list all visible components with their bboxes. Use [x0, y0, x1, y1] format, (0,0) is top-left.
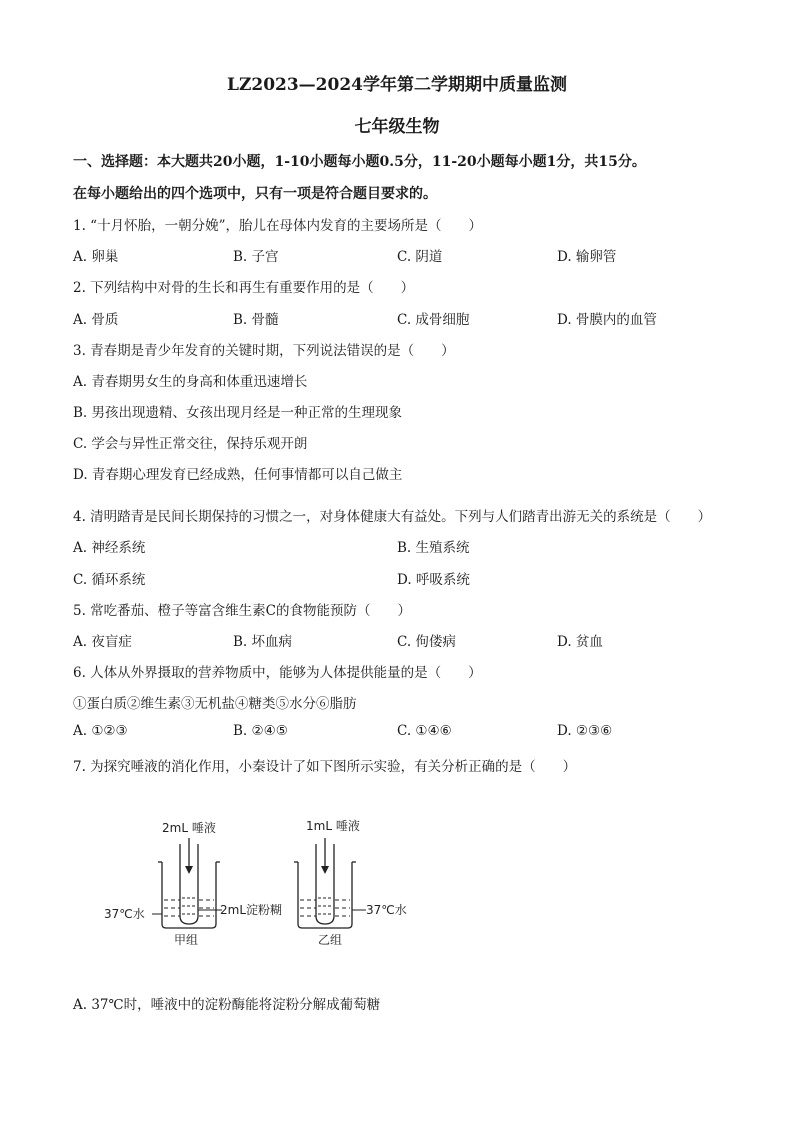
- question-6-option-a: A. ①②③: [73, 723, 128, 739]
- question-2-option-d: D. 骨膜内的血管: [557, 312, 657, 328]
- question-7-stem: 7. 为探究唾液的消化作用，小秦设计了如下图所示实验，有关分析正确的是（ ）: [73, 759, 577, 775]
- label-group-a: 甲组: [174, 933, 199, 947]
- question-2-option-c: C. 成骨细胞: [397, 312, 470, 328]
- question-1-option-c: C. 阴道: [397, 249, 443, 265]
- question-4-option-b: B. 生殖系统: [397, 540, 470, 556]
- question-6-note: ①蛋白质②维生素③无机盐④糖类⑤水分⑥脂肪: [73, 696, 357, 712]
- page-subtitle: 七年级生物: [354, 117, 440, 137]
- question-5-option-d: D. 贫血: [557, 634, 603, 650]
- question-6-stem: 6. 人体从外界摄取的营养物质中，能够为人体提供能量的是（ ）: [73, 665, 482, 681]
- page-title: LZ2023—2024学年第二学期期中质量监测: [227, 75, 567, 95]
- label-saliva-a: 2mL 唾液: [162, 821, 216, 835]
- question-5-stem: 5. 常吃番茄、橙子等富含维生素C的食物能预防（ ）: [73, 603, 412, 619]
- section-instruction-1: 一、选择题：本大题共20小题，1-10小题每小题0.5分，11-20小题每小题1分，共15分。: [73, 154, 646, 170]
- label-group-b: 乙组: [318, 933, 343, 947]
- question-1-option-b: B. 子宫: [233, 249, 279, 265]
- question-2-option-a: A. 骨质: [73, 312, 119, 328]
- label-water-a: 37℃水: [104, 907, 145, 921]
- question-5-option-a: A. 夜盲症: [73, 634, 132, 650]
- question-4-option-c: C. 循环系统: [73, 572, 146, 588]
- question-1-stem: 1. “十月怀胎，一朝分娩”，胎儿在母体内发育的主要场所是（ ）: [73, 218, 482, 234]
- question-2-option-b: B. 骨髓: [233, 312, 279, 328]
- label-water-b: 37℃水: [366, 903, 407, 917]
- question-4-stem: 4. 清明踏青是民间长期保持的习惯之一，对身体健康大有益处。下列与人们踏青出游无关的系统是（ ）: [73, 509, 712, 525]
- question-2-stem: 2. 下列结构中对骨的生长和再生有重要作用的是（ ）: [73, 280, 415, 296]
- question-1-option-a: A. 卵巢: [73, 249, 119, 265]
- question-6-option-c: C. ①④⑥: [397, 723, 452, 739]
- question-1-option-d: D. 输卵管: [557, 249, 617, 265]
- question-7-option-a: A. 37℃时，唾液中的淀粉酶能将淀粉分解成葡萄糖: [73, 997, 381, 1013]
- question-4-option-a: A. 神经系统: [73, 540, 146, 556]
- experiment-figure: [100, 812, 430, 957]
- question-5-option-c: C. 佝偻病: [397, 634, 456, 650]
- label-starch: 2mL淀粉糊: [220, 903, 283, 917]
- question-3-option-c: C. 学会与异性正常交往，保持乐观开朗: [73, 436, 308, 452]
- question-3-stem: 3. 青春期是青少年发育的关键时期，下列说法错误的是（ ）: [73, 343, 455, 359]
- section-instruction-2: 在每小题给出的四个选项中，只有一项是符合题目要求的。: [73, 186, 437, 202]
- question-3-option-a: A. 青春期男女生的身高和体重迅速增长: [73, 374, 308, 390]
- label-saliva-b: 1mL 唾液: [306, 819, 360, 833]
- question-5-option-b: B. 坏血病: [233, 634, 293, 650]
- question-6-option-d: D. ②③⑥: [557, 723, 613, 739]
- question-4-option-d: D. 呼吸系统: [397, 572, 470, 588]
- question-3-option-b: B. 男孩出现遗精、女孩出现月经是一种正常的生理现象: [73, 405, 403, 421]
- question-6-option-b: B. ②④⑤: [233, 723, 288, 739]
- question-3-option-d: D. 青春期心理发育已经成熟，任何事情都可以自己做主: [73, 467, 403, 483]
